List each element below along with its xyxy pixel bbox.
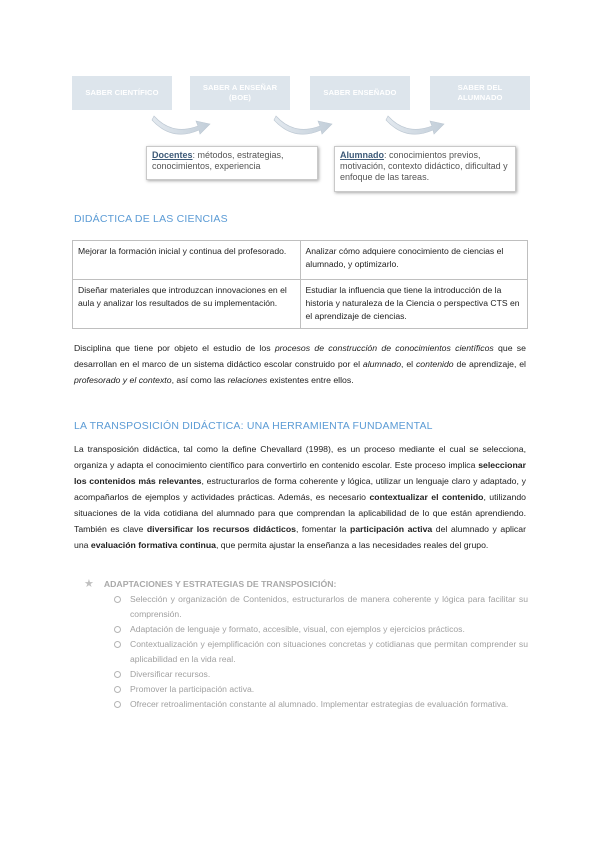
note-docentes [146,146,318,180]
box-label: SABER DEL [457,83,503,92]
list-item-text: Promover la participación activa. [130,684,255,694]
box-label: SABER A ENSEÑAR [202,83,278,92]
italic-run: alumnado [362,359,402,369]
note-term: Docentes [152,150,193,160]
transposition-diagram [72,74,532,204]
bold-run: diversificar los recursos didácticos [146,524,296,534]
text-run: , así como las [171,375,228,385]
box-sublabel: ALUMNADO [457,93,503,102]
box-label: SABER CIENTÍFICO [85,88,159,97]
text-run: , que permita ajustar la enseñanza a las necesidades reales del grupo. [215,540,489,550]
text-run: que se desarrollan en el marco de un sistema didáctico escolar construido por el [74,343,526,369]
circle-icon [114,686,121,693]
curved-arrow-icon [386,116,444,134]
note-text: : métodos, estrategias, conocimientos, experiencia [152,150,284,171]
text-run: , fomentar la [296,524,351,534]
bold-run: evaluación formativa continua [90,540,216,550]
strategies-list [114,592,528,712]
heading-didactica: DIDÁCTICA DE LAS CIENCIAS [74,213,228,225]
list-item-text: Adaptación de lenguaje y formato, accesible, visual, con ejemplos y ejercicios prácticos. [130,624,465,634]
box-label: SABER ENSEÑADO [323,88,397,97]
box-sublabel: (BOE) [228,93,251,102]
list-item [114,682,528,697]
list-item-text: Ofrecer retroalimentación constante al alumnado. Implementar estrategias de evaluación formativa. [130,699,509,709]
italic-run: procesos de construcción de conocimientos científicos [274,343,494,353]
list-item-text: Selección y organización de Contenidos, estructurarlos de manera coherente y lógica para facilitar su comprensión. [130,594,528,619]
circle-icon [114,671,121,678]
curved-arrow-icon [152,116,210,134]
text-run: Disciplina que tiene por objeto el estudio de los [74,343,275,353]
bold-run: participación activa [350,524,433,534]
italic-run: profesorado y el contexto [74,375,172,385]
circle-icon [114,596,121,603]
list-item [114,637,528,667]
list-item [114,667,528,682]
text-run: , el [401,359,416,369]
list-title-text: ADAPTACIONES Y ESTRATEGIAS DE TRANSPOSICIÓN: [103,578,337,589]
text-run: de aprendizaje, el [453,359,526,369]
italic-run: contenido [415,359,454,369]
table-cell: Mejorar la formación inicial y continua del profesorado. [73,241,301,280]
text-run: , utilizando situaciones de la vida cotidiana del alumnado para que comprendan la aplicabilidad de lo que están aprendiendo. También es clave [74,492,526,534]
list-item [114,592,528,622]
note-term: Alumnado [340,150,384,160]
circle-icon [114,701,121,708]
table-row [73,241,528,280]
list-item-text: Contextualización y ejemplificación con situaciones concretas y cotidianas que permitan comprender su aplicabilidad en la vida real. [130,639,528,664]
list-item [114,622,528,637]
list-item [114,697,528,712]
note-alumnado [334,146,516,192]
table-row [73,280,528,329]
definition-paragraph [74,340,526,388]
table-cell: Analizar cómo adquiere conocimiento de ciencias el alumnado, y optimizarlo. [300,241,528,280]
circle-icon [114,626,121,633]
circle-icon [114,641,121,648]
text-run: existentes entre ellos. [267,375,354,385]
bold-run: contextualizar el contenido [369,492,484,502]
text-run: , estructurarlos de forma coherente y lógica, utilizar un lenguaje claro y adaptado, y acompañarlos de ejemplos y actividades prácticas. Además, es necesario [74,476,526,502]
text-run: del alumnado y aplicar una [74,524,526,550]
objectives-table [72,240,528,329]
list-item-text: Diversificar recursos. [130,669,211,679]
bold-run: seleccionar los contenidos más relevantes [74,460,526,486]
italic-run: relaciones [227,375,268,385]
curved-arrow-icon [274,116,332,134]
table-cell: Diseñar materiales que introduzcan innovaciones en el aula y analizar los resultados de su implementación. [73,280,301,329]
table-cell: Estudiar la influencia que tiene la introducción de la historia y naturaleza de la Ciencia o perspectiva CTS en el aprendizaje de ciencias. [300,280,528,329]
note-text: : conocimientos previos, motivación, contexto didáctico, dificultad y enfoque de las tareas. [340,150,508,182]
heading-transposicion: LA TRANSPOSICIÓN DIDÁCTICA: UNA HERRAMIENTA FUNDAMENTAL [74,420,433,432]
star-icon: ★ [84,578,94,590]
text-run: La transposición didáctica, tal como la define Chevallard (1998), es un proceso mediante el cual se selecciona, organiza y adapta el conocimiento científico para convertirlo en contenido escolar. Este proceso implica [74,444,526,470]
strategies-list-title [84,577,336,590]
transposition-paragraph [74,441,526,553]
